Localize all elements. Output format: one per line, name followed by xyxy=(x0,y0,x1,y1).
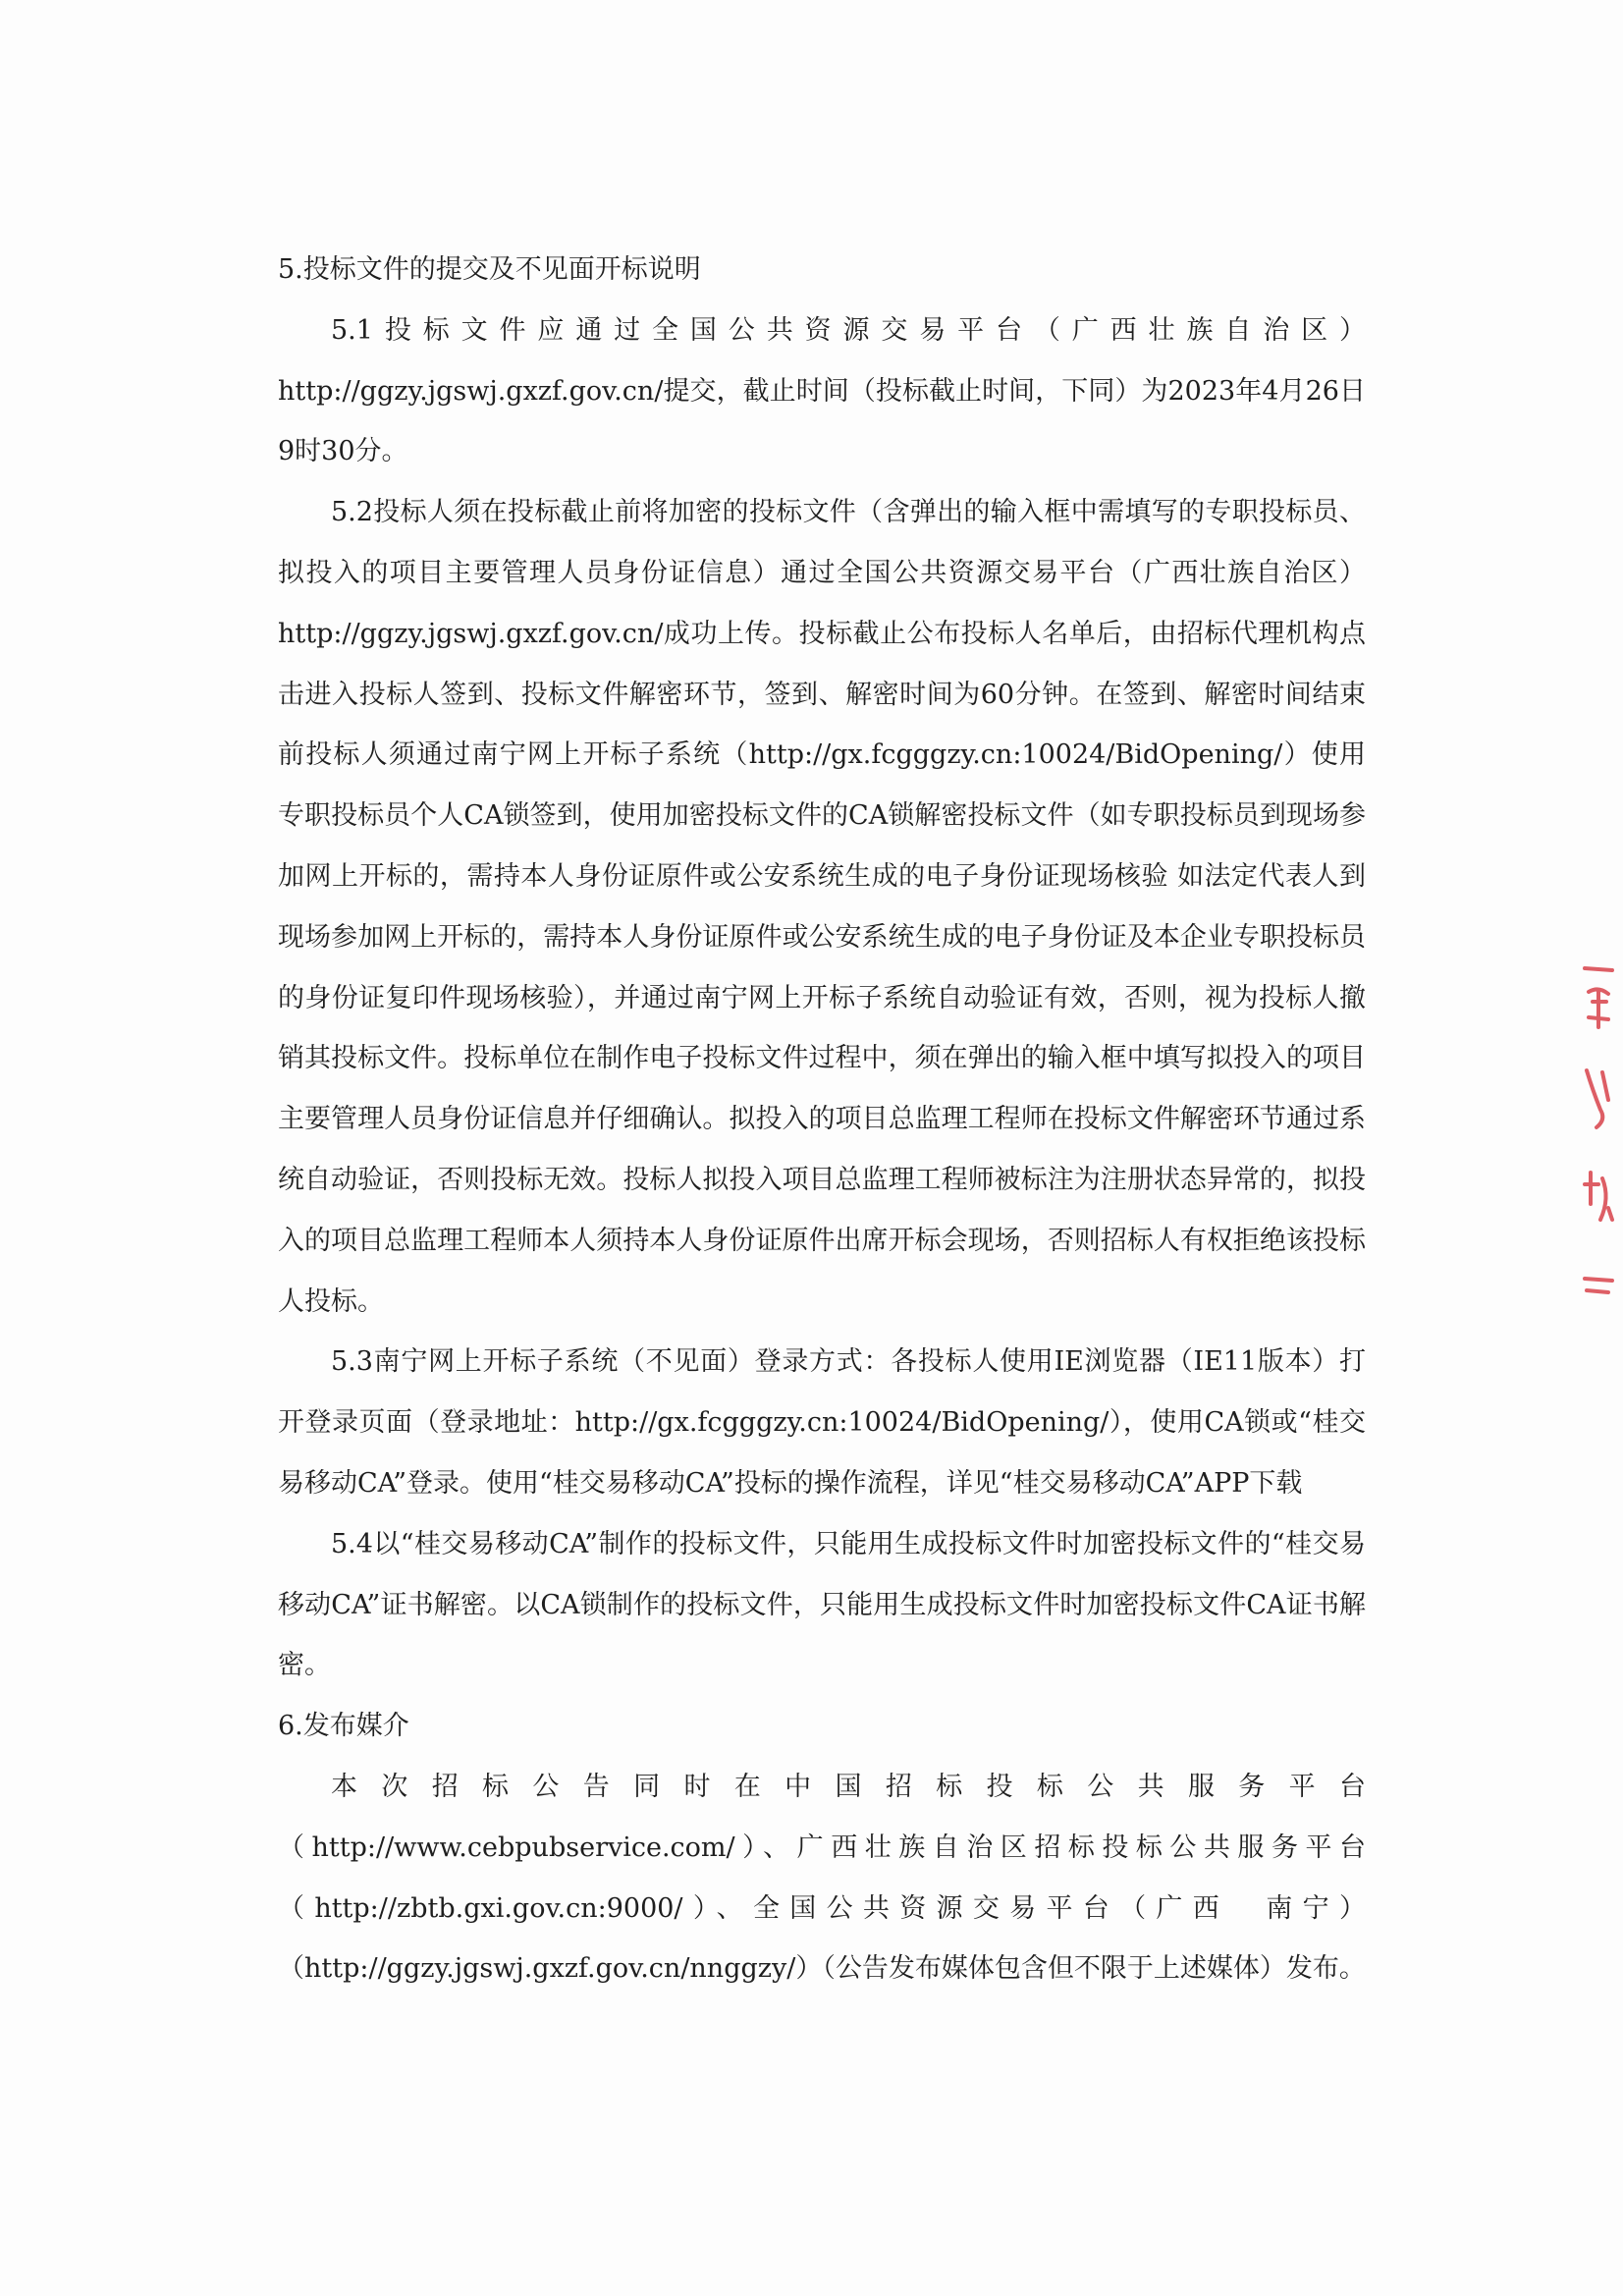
seal-stamp-fragment xyxy=(1579,962,1618,1296)
paragraph-6-body: 本次招标公告同时在中国招标投标公共服务平台（http://www.cebpubservice.com/）、广西壮族自治区招标投标公共服务平台（http://zbtb.gxi.gov.cn:9000/）、全国公共资源交易平台（广西 南宁）（http://ggzy.jgswj.gxzf.gov.cn/nnggzy/）（公告发布媒体包含但不限于上述媒体）发布。 xyxy=(278,1771,1366,1985)
paragraph-5-1: 5.1投标文件应通过全国公共资源交易平台（广西壮族自治区）http://ggzy.jgswj.gxzf.gov.cn/提交，截止时间（投标截止时间，下同）为2023年4月26日9时30分。 xyxy=(278,314,1366,467)
section-6-heading: 6.发布媒介 xyxy=(278,1711,409,1742)
paragraph-5-4: 5.4以“桂交易移动CA”制作的投标文件，只能用生成投标文件时加密投标文件的“桂交易移动CA”证书解密。以CA锁制作的投标文件，只能用生成投标文件时加密投标文件CA证书解密。 xyxy=(278,1528,1366,1681)
section-5-heading: 5.投标文件的提交及不见面开标说明 xyxy=(278,254,701,285)
document-body xyxy=(278,240,1366,1999)
paragraph-5-3: 5.3南宁网上开标子系统（不见面）登录方式：各投标人使用IE浏览器（IE11版本）打开登录页面（登录地址：http://gx.fcgggzy.cn:10024/BidOpening/），使用CA锁或“桂交易移动CA”登录。使用“桂交易移动CA”投标的操作流程，详见“桂交易移动CA”APP下载 xyxy=(278,1346,1366,1499)
paragraph-5-2: 5.2投标人须在投标截止前将加密的投标文件（含弹出的输入框中需填写的专职投标员、拟投入的项目主要管理人员身份证信息）通过全国公共资源交易平台（广西壮族自治区）http://ggzy.jgswj.gxzf.gov.cn/成功上传。投标截止公布投标人名单后，由招标代理机构点击进入投标人签到、投标文件解密环节，签到、解密时间为60分钟。在签到、解密时间结束前投标人须通过南宁网上开标子系统（http://gx.fcgggzy.cn:10024/BidOpening/）使用专职投标员个人CA锁签到，使用加密投标文件的CA锁解密投标文件（如专职投标员到现场参加网上开标的，需持本人身份证原件或公安系统生成的电子身份证现场核验 如法定代表人到现场参加网上开标的，需持本人身份证原件或公安系统生成的电子身份证及本企业专职投标员的身份证复印件现场核验），并通过南宁网上开标子系统自动验证有效，否则，视为投标人撤销其投标文件。投标单位在制作电子投标文件过程中，须在弹出的输入框中填写拟投入的项目主要管理人员身份证信息并仔细确认。拟投入的项目总监理工程师在投标文件解密环节通过系统自动验证，否则投标无效。投标人拟投入项目总监理工程师被标注为注册状态异常的，拟投入的项目总监理工程师本人须持本人身份证原件出席开标会现场，否则招标人有权拒绝该投标人投标。 xyxy=(278,497,1366,1317)
